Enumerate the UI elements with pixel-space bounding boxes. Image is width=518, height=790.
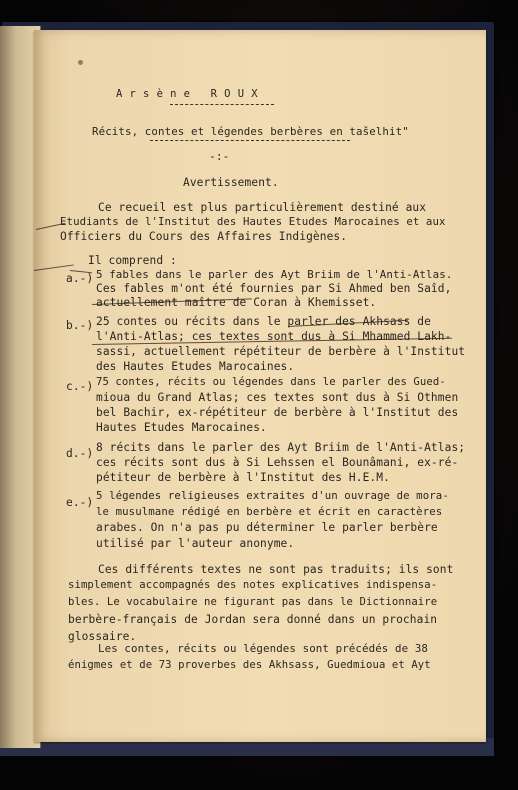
paragraph-line: simplement accompagnés des notes explicatives indispensa- <box>68 579 438 591</box>
list-item-line: mioua du Grand Atlas; ces textes sont dus à Si Othmen <box>96 391 459 404</box>
list-intro: Il comprend : <box>88 254 177 267</box>
list-item-line: sassi, actuellement répétiteur de berbère à l'Institut <box>96 345 466 358</box>
list-item-line: 25 contes ou récits dans le parler des Akhsass de <box>96 315 431 328</box>
author-underline <box>170 104 274 105</box>
list-item-line: des Hautes Etudes Marocaines. <box>96 360 295 373</box>
section-heading: Avertissement. <box>183 176 279 189</box>
list-item-line: 5 fables dans le parler des Ayt Briim de l'Anti-Atlas. <box>96 268 453 281</box>
list-item-line: Ces fables m'ont été fournies par Si Ahmed ben Saîd, <box>96 282 452 295</box>
title-separator: -:- <box>209 150 230 163</box>
list-item-line: actuellement maître de Coran à Khemisset. <box>96 296 377 309</box>
list-item-line: utilisé par l'auteur anonyme. <box>96 537 295 550</box>
list-item-line: 5 légendes religieuses extraites d'un ouvrage de mora- <box>96 489 449 502</box>
list-item-line: le musulmane rédigé en berbère et écrit en caractères <box>96 505 443 518</box>
list-marker: b.-) <box>66 319 94 332</box>
list-marker: d.-) <box>66 447 94 460</box>
paragraph-line: énigmes et de 73 proverbes des Akhsass, Guedmioua et Ayt <box>68 659 431 671</box>
list-marker: e.-) <box>66 496 94 509</box>
paragraph-line: Ces différents textes ne sont pas traduits; ils sont <box>98 563 454 576</box>
paragraph-line: Les contes, récits ou légendes sont précédés de 38 <box>98 642 429 655</box>
title-underline <box>150 140 350 141</box>
intro-line: Officiers du Cours des Affaires Indigènes. <box>60 230 348 243</box>
list-item-line: 75 contes, récits ou légendes dans le parler des Gued- <box>96 376 446 388</box>
list-item-line: 8 récits dans le parler des Ayt Briim de l'Anti-Atlas; <box>96 441 466 454</box>
author-name: Arsène ROUX <box>116 88 265 100</box>
intro-line: Ce recueil est plus particulièrement destiné aux <box>98 201 427 214</box>
paragraph-line: glossaire. <box>68 630 137 643</box>
paragraph-line: berbère-français de Jordan sera donné dans un prochain <box>68 613 438 626</box>
list-item-line: pétiteur de berbère à l'Institut des H.E.M. <box>96 471 390 484</box>
document-title: Récits, contes et légendes berbères en tašelhit" <box>92 125 409 138</box>
list-item-line: arabes. On n'a pas pu déterminer le parler berbère <box>96 521 438 534</box>
list-item-line: bel Bachir, ex-répétiteur de berbère à l'Institut des <box>96 406 459 419</box>
staple-hole-icon <box>78 60 83 65</box>
list-item-line: Hautes Etudes Marocaines. <box>96 421 267 434</box>
list-item-line: ces récits sont dus à Si Lehssen el Bounâmani, ex-ré- <box>96 456 459 469</box>
intro-line: Etudiants de l'Institut des Hautes Etudes Marocaines et aux <box>60 215 446 228</box>
list-marker: a.-) <box>66 272 94 285</box>
paragraph-line: bles. Le vocabulaire ne figurant pas dans le Dictionnaire <box>68 596 438 608</box>
list-item-line: l'Anti-Atlas; ces textes sont dus à Si Mhammed Lakh- <box>96 330 452 343</box>
list-marker: c.-) <box>66 380 94 393</box>
